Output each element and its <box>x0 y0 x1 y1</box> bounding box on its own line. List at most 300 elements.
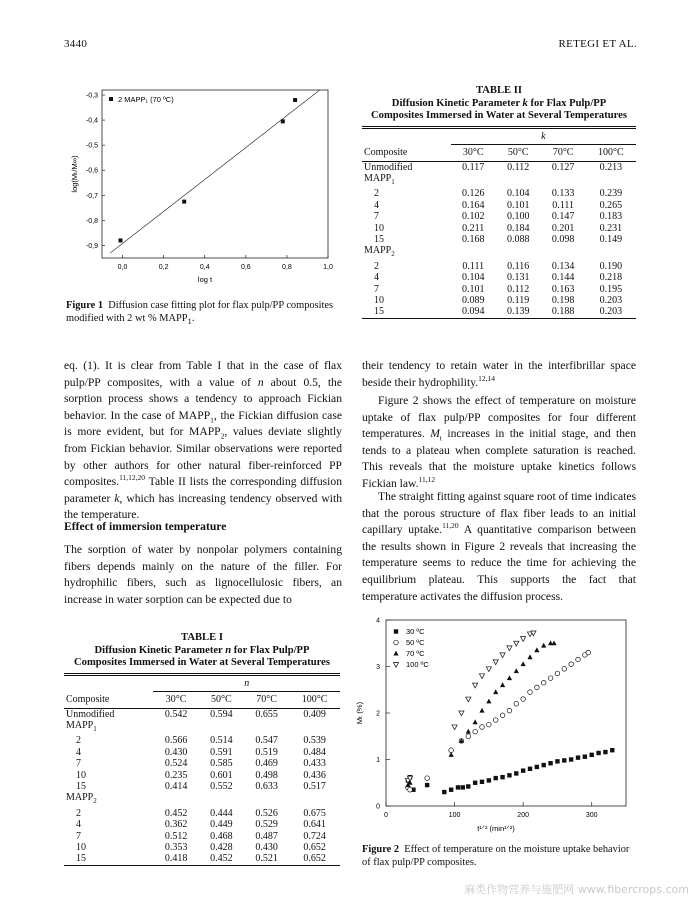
value-cell: 0.203 <box>599 295 623 307</box>
value-cell <box>244 720 289 735</box>
data-point <box>583 755 587 759</box>
data-point <box>569 757 573 761</box>
data-point <box>527 654 532 659</box>
value-cell: 50°C <box>211 694 232 706</box>
data-point <box>473 781 477 785</box>
data-point <box>542 763 546 767</box>
value-cell: 0.524 <box>164 758 188 770</box>
data-point <box>479 708 484 713</box>
group-row <box>64 720 340 735</box>
value-cell: 0.133 <box>551 188 575 200</box>
table-row <box>362 272 636 283</box>
value-cell: 0.591 <box>210 746 233 758</box>
value-cell: 0.111 <box>552 199 575 211</box>
value-cell: 0.112 <box>507 161 530 173</box>
value-cell: 0.444 <box>210 807 233 819</box>
data-point <box>487 722 492 727</box>
x-tick-label: 0,6 <box>240 264 251 271</box>
figure-1-chart <box>64 88 340 294</box>
value-cell: 0.239 <box>599 188 623 200</box>
value-cell: 0.585 <box>210 758 233 770</box>
table-row <box>362 234 636 245</box>
figure-1-caption-end: . <box>191 313 195 324</box>
row-label-cell: $MAPP_1$ <box>364 173 395 186</box>
value-cell <box>541 245 586 260</box>
y-tick-label: -0,3 <box>85 92 98 100</box>
data-point <box>461 785 465 789</box>
value-cell: 0.184 <box>506 222 530 234</box>
y-tick-label: -0,4 <box>85 117 98 125</box>
row-label-cell: 4 <box>76 819 81 831</box>
row-label-cell: 7 <box>374 283 379 295</box>
data-point <box>528 690 533 695</box>
legend-label: 100 ºC <box>406 660 429 669</box>
legend-marker <box>394 640 399 645</box>
value-cell: 0.195 <box>599 283 623 295</box>
data-point <box>425 776 430 781</box>
data-point <box>473 720 478 725</box>
value-cell: 0.452 <box>210 853 233 865</box>
value-cell <box>199 792 244 807</box>
data-point <box>514 771 518 775</box>
data-point <box>442 790 446 794</box>
value-cell: 0.198 <box>551 295 575 307</box>
legend-label: 30 ºC <box>406 627 425 636</box>
value-cell: 0.512 <box>164 830 188 842</box>
value-cell: 0.131 <box>506 272 530 284</box>
y-tick-label: -0,8 <box>85 217 98 225</box>
data-point <box>479 674 484 679</box>
value-cell <box>289 792 340 807</box>
data-point <box>500 682 505 687</box>
value-cell: 50°C <box>507 147 529 159</box>
data-point <box>541 680 546 685</box>
data-point <box>408 787 413 792</box>
param-symbol: n <box>153 676 340 692</box>
data-point <box>466 734 471 739</box>
x-tick-label: 300 <box>585 812 598 819</box>
table-row <box>64 831 340 842</box>
table-row <box>362 284 636 295</box>
value-cell: 0.362 <box>164 819 188 831</box>
value-cell: 0.652 <box>303 842 326 854</box>
data-point <box>466 729 471 734</box>
data-point <box>459 711 464 716</box>
data-point <box>486 667 491 672</box>
x-tick-label: 1,0 <box>323 264 333 271</box>
figure-1-caption-text: Diffusion case fitting plot for flax pulp/PP composites modified with 2 wt % MAPP <box>66 300 334 324</box>
value-cell: 0.104 <box>461 272 485 284</box>
data-point <box>521 697 526 702</box>
value-cell: 0.111 <box>462 260 485 272</box>
value-cell: 0.566 <box>164 735 188 747</box>
value-cell <box>289 720 340 735</box>
legend-label: 70 ºC <box>406 649 425 658</box>
data-point <box>507 675 512 680</box>
table-row <box>64 819 340 830</box>
value-cell: 0.119 <box>507 295 530 307</box>
data-point <box>514 701 519 706</box>
data-point <box>603 750 607 754</box>
data-point <box>456 785 460 789</box>
value-cell: 0.201 <box>551 222 575 234</box>
figure-1-caption <box>66 299 344 328</box>
value-cell: 0.265 <box>599 199 623 211</box>
row-label-cell: 15 <box>76 781 86 793</box>
table-row <box>64 747 340 758</box>
value-cell: 0.594 <box>210 708 233 720</box>
row-label-cell: 10 <box>374 222 384 234</box>
table-row <box>362 306 636 317</box>
row-label-cell: $MAPP_1$ <box>66 720 97 733</box>
data-point <box>449 788 453 792</box>
figure-2-caption <box>362 843 636 869</box>
value-cell <box>153 720 198 735</box>
y-tick-label: 2 <box>376 710 380 718</box>
figure-2-caption-text: Effect of temperature on the moisture uptake behavior of flax pulp/PP composites. <box>362 844 630 868</box>
value-cell: 0.190 <box>599 260 623 272</box>
value-cell: 0.468 <box>210 830 233 842</box>
value-cell: 0.168 <box>461 234 485 246</box>
y-tick-label: 1 <box>376 757 380 764</box>
column-header-row <box>64 692 340 708</box>
value-cell: 0.641 <box>303 819 326 831</box>
table-row <box>362 261 636 272</box>
value-cell <box>496 245 541 260</box>
y-tick-label: -0,5 <box>85 142 98 150</box>
row-label-cell: $MAPP_2$ <box>66 792 97 806</box>
group-row <box>362 173 636 188</box>
x-tick-label: 0 <box>384 812 388 819</box>
row-label-cell: 10 <box>76 842 86 854</box>
data-point <box>480 780 484 784</box>
data-point <box>562 758 566 762</box>
fit-line <box>110 90 320 253</box>
value-cell: 0.487 <box>255 830 278 842</box>
row-label-cell: 7 <box>76 758 81 770</box>
data-point <box>548 761 552 765</box>
table-row <box>64 853 340 864</box>
param-header-row <box>64 676 340 692</box>
data-point <box>555 671 560 676</box>
value-cell: 0.218 <box>599 272 623 284</box>
value-cell: 0.519 <box>255 746 278 758</box>
data-point <box>466 697 471 702</box>
y-tick-label: 4 <box>376 617 380 625</box>
table-row <box>362 200 636 211</box>
y-tick-label: 0 <box>376 803 380 811</box>
table-row <box>64 758 340 769</box>
table-row <box>64 735 340 746</box>
data-point <box>576 657 581 662</box>
table-row <box>362 161 636 173</box>
value-cell: 0.102 <box>461 211 485 223</box>
data-point <box>521 637 526 642</box>
x-tick-label: 0,0 <box>117 264 128 271</box>
row-label-cell: 2 <box>374 260 379 272</box>
data-point <box>452 725 457 730</box>
table-2 <box>362 85 636 319</box>
value-cell: 0.547 <box>255 735 278 747</box>
data-point <box>521 661 526 666</box>
value-cell: 0.517 <box>303 781 326 793</box>
data-point <box>548 676 553 681</box>
column-header-row <box>362 145 636 161</box>
data-point <box>521 768 525 772</box>
value-cell: 0.652 <box>303 853 326 865</box>
value-cell <box>496 173 541 188</box>
table-1 <box>64 632 340 866</box>
table-2-title: Diffusion Kinetic Parameter k for Flax Pulp/PP Composites Immersed in Water at Several Temperatures <box>371 97 627 122</box>
table-2-grid <box>362 129 636 318</box>
row-label-cell: Unmodified <box>66 708 115 720</box>
row-label-cell: $MAPP_2$ <box>364 245 395 259</box>
table-row <box>64 770 340 781</box>
value-cell: 0.101 <box>506 199 530 211</box>
row-label-cell: 4 <box>76 746 81 758</box>
value-cell: 0.514 <box>210 735 233 747</box>
value-cell: 0.134 <box>551 260 575 272</box>
value-cell: 0.147 <box>551 211 575 223</box>
figure-2-caption-label: Figure 2 <box>362 844 400 855</box>
y-tick-label: -0,7 <box>85 192 98 200</box>
table-row <box>362 223 636 234</box>
value-cell: 0.542 <box>164 708 188 720</box>
value-cell: 0.484 <box>303 746 326 758</box>
data-point <box>493 689 498 694</box>
value-cell: 100°C <box>301 694 328 706</box>
data-point <box>293 98 297 102</box>
value-cell: 0.094 <box>461 306 485 318</box>
value-cell: 0.127 <box>551 161 575 173</box>
table-row <box>64 842 340 853</box>
value-cell: 0.498 <box>255 769 278 781</box>
figure-1-caption-sub: 1 <box>187 316 192 327</box>
value-cell: 0.089 <box>461 295 485 307</box>
y-tick-label: -0,6 <box>85 167 98 175</box>
data-point <box>551 640 556 645</box>
y-axis-label: log(Mₜ/M∞) <box>70 155 79 193</box>
value-cell: 0.126 <box>461 188 485 200</box>
row-label-cell: 4 <box>374 199 379 211</box>
value-cell: 0.213 <box>599 161 623 173</box>
data-point <box>562 667 567 672</box>
group-row <box>362 245 636 260</box>
row-label-cell: 2 <box>76 807 81 819</box>
data-point <box>480 725 485 730</box>
value-cell: 0.436 <box>303 769 326 781</box>
value-cell: 0.633 <box>255 781 278 793</box>
data-point <box>610 748 614 752</box>
value-cell: 0.183 <box>599 211 623 223</box>
table-2-label: TABLE II <box>475 85 523 96</box>
data-point <box>507 708 512 713</box>
value-cell <box>199 720 244 735</box>
value-cell: 0.526 <box>255 807 278 819</box>
value-cell: 0.469 <box>255 758 278 770</box>
value-cell: 0.430 <box>255 842 278 854</box>
value-cell: 0.449 <box>210 819 233 831</box>
data-point <box>473 683 478 688</box>
x-axis-label: t¹ᐟ² (min¹ᐟ²) <box>477 824 515 833</box>
value-cell: 0.117 <box>462 161 485 173</box>
x-tick-label: 0,8 <box>282 264 292 271</box>
data-point <box>487 778 491 782</box>
value-cell: 0.430 <box>164 746 188 758</box>
value-cell: 0.539 <box>303 735 326 747</box>
value-cell <box>586 173 636 188</box>
value-cell: 0.116 <box>507 260 530 272</box>
legend-marker <box>109 97 113 101</box>
value-cell: 0.164 <box>461 199 485 211</box>
data-point <box>281 119 285 123</box>
row-label-cell: Composite <box>66 693 110 705</box>
value-cell: 0.163 <box>551 283 575 295</box>
figure-2-chart <box>352 612 638 836</box>
row-label-cell: 4 <box>374 272 379 284</box>
value-cell: 0.724 <box>303 830 326 842</box>
data-point <box>466 784 470 788</box>
figure-1-caption-label: Figure 1 <box>66 300 104 311</box>
value-cell: 0.100 <box>506 211 530 223</box>
data-point <box>500 775 504 779</box>
group-row <box>64 792 340 807</box>
value-cell <box>586 245 636 260</box>
data-point <box>500 713 505 718</box>
data-point <box>507 646 512 651</box>
legend-marker <box>394 629 398 633</box>
param-header-row <box>362 129 636 145</box>
data-point <box>473 729 478 734</box>
row-label-cell: 2 <box>374 188 379 200</box>
row-label-cell: 15 <box>374 306 384 318</box>
data-point <box>586 650 591 655</box>
value-cell: 0.101 <box>461 283 485 295</box>
value-cell: 0.112 <box>507 283 530 295</box>
value-cell: 0.428 <box>210 842 233 854</box>
value-cell: 0.098 <box>551 234 575 246</box>
value-cell: 0.104 <box>506 188 530 200</box>
x-tick-label: 0,4 <box>199 264 210 271</box>
y-tick-label: 3 <box>376 664 380 671</box>
param-symbol: k <box>451 129 636 145</box>
value-cell: 70°C <box>256 694 277 706</box>
data-point <box>494 776 498 780</box>
table-1-label: TABLE I <box>181 632 223 643</box>
value-cell: 0.235 <box>164 769 188 781</box>
data-point <box>182 200 186 204</box>
value-cell <box>451 173 496 188</box>
value-cell: 0.452 <box>164 807 188 819</box>
value-cell: 0.529 <box>255 819 278 831</box>
table-row <box>64 708 340 720</box>
value-cell: 70°C <box>552 147 574 159</box>
value-cell: 0.521 <box>255 853 278 865</box>
y-tick-label: -0,9 <box>85 242 98 250</box>
value-cell: 0.552 <box>210 781 233 793</box>
value-cell: 0.231 <box>599 222 623 234</box>
table-1-title: Diffusion Kinetic Parameter n for Flax Pulp/PP Composites Immersed in Water at Several Temperatures <box>74 644 330 669</box>
data-point <box>555 759 559 763</box>
value-cell: 0.601 <box>210 769 233 781</box>
value-cell <box>244 792 289 807</box>
x-tick-label: 100 <box>448 812 461 819</box>
row-label-cell: 2 <box>76 735 81 747</box>
value-cell: 0.088 <box>506 234 530 246</box>
legend-marker <box>393 663 398 668</box>
row-label-cell: 7 <box>374 211 379 223</box>
row-label-cell: 15 <box>76 853 86 865</box>
data-point <box>500 653 505 658</box>
data-point <box>507 773 511 777</box>
legend-label: 50 ºC <box>406 638 425 647</box>
data-point <box>576 755 580 759</box>
plot-frame <box>386 620 626 806</box>
row-label-cell: Composite <box>364 146 408 158</box>
data-point <box>118 238 122 242</box>
value-cell: 0.418 <box>164 853 188 865</box>
table-row <box>362 211 636 222</box>
table-row <box>64 781 340 792</box>
page-number: 3440 <box>64 38 88 50</box>
value-cell: 0.149 <box>599 234 623 246</box>
data-point <box>534 647 539 652</box>
x-tick-label: 200 <box>517 812 529 819</box>
data-point <box>514 641 519 646</box>
value-cell <box>541 173 586 188</box>
value-cell: 0.409 <box>303 708 326 720</box>
value-cell: 0.203 <box>599 306 623 318</box>
value-cell: 30°C <box>165 694 187 706</box>
data-point <box>535 765 539 769</box>
value-cell: 0.188 <box>551 306 575 318</box>
legend-label: 2 MAPP₁ (70 ºC) <box>118 95 174 104</box>
table-row <box>362 188 636 199</box>
data-point <box>493 660 498 665</box>
left-paragraph-2: The sorption of water by nonpolar polymers containing fibers depends mainly on the nature of the filler. For hydrophilic fibers, such as lignocellulosic fibers, an increase in water sorption can be expected due to <box>64 543 342 606</box>
watermark: 麻类作物营养与施肥网 www.fibercrops.com <box>464 883 689 896</box>
data-point <box>569 662 574 667</box>
value-cell: 100°C <box>597 147 624 159</box>
value-cell: 30°C <box>462 147 484 159</box>
value-cell: 0.211 <box>462 222 485 234</box>
data-point <box>493 718 498 723</box>
value-cell: 0.414 <box>164 781 188 793</box>
table-row <box>64 808 340 819</box>
data-point <box>535 685 540 690</box>
data-point <box>449 752 454 757</box>
data-point <box>541 643 546 648</box>
data-point <box>528 767 532 771</box>
data-point <box>590 753 594 757</box>
table-1-grid <box>64 676 340 865</box>
legend-marker <box>393 651 398 656</box>
row-label-cell: Unmodified <box>364 161 413 173</box>
left-paragraph-1: eq. (1). It is clear from Table I that in the case of flax pulp/PP composites, with a value of n about 0.5, the sorption process shows a tendency to approach Fickian behavior. In the case of $MAPP_1$, the Fickian diffusion case is more evident, but for $MAPP_2$, values deviate slightly from Fickian behavior. Similar observations were reported by other authors for other natural fiber-reinforced PP composites.$^{11,12,20}$ Table II lists the corresponding diffusion parameter k, which has increasing tendency observed with the temperature. <box>64 359 342 522</box>
x-axis-label: log t <box>197 275 213 284</box>
value-cell: 0.144 <box>551 272 575 284</box>
row-label-cell: 10 <box>374 295 384 307</box>
data-point <box>514 668 519 673</box>
data-point <box>449 748 454 753</box>
value-cell: 0.139 <box>506 306 530 318</box>
value-cell <box>153 792 198 807</box>
row-label-cell: 7 <box>76 830 81 842</box>
row-label-cell: 15 <box>374 234 384 246</box>
value-cell: 0.675 <box>303 807 326 819</box>
data-point <box>486 699 491 704</box>
value-cell: 0.655 <box>255 708 278 720</box>
